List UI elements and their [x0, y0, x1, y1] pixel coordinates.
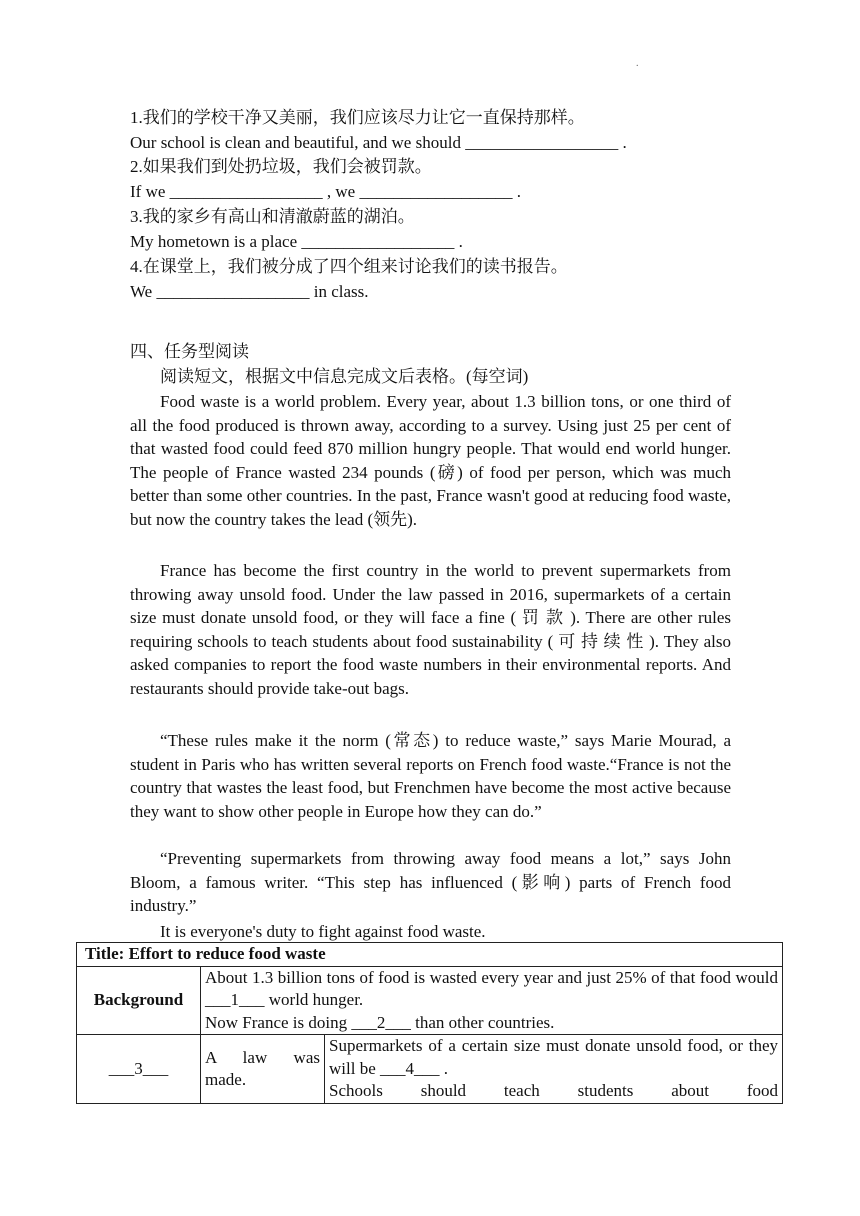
- exercise-2-english: If we __________________ , we __________________ .: [130, 182, 521, 201]
- law-detail-supermarkets: Supermarkets of a certain size must donate unsold food, or they will be ___4___ .: [329, 1036, 778, 1078]
- law-made-cell: A law was made.: [201, 1035, 325, 1104]
- passage-paragraph-5: It is everyone's duty to fight against food waste.: [160, 922, 486, 941]
- exercise-4-english: We __________________ in class.: [130, 282, 369, 301]
- blank-3-label: ___3___: [77, 1035, 201, 1104]
- exercise-1-chinese: 1.我们的学校干净又美丽，我们应该尽力让它一直保持那样。: [130, 108, 585, 127]
- exercise-2-chinese: 2.如果我们到处扔垃圾，我们会被罚款。: [130, 157, 432, 176]
- section-instruction: 阅读短文，根据文中信息完成文后表格。(每空词): [160, 367, 529, 386]
- table-title: Title: Effort to reduce food waste: [77, 943, 783, 967]
- table-background-row: [77, 966, 783, 1035]
- exercise-3-english: My hometown is a place __________________ .: [130, 232, 463, 251]
- page-dot: .: [636, 58, 639, 69]
- exercise-1-english: Our school is clean and beautiful, and we should __________________ .: [130, 133, 627, 152]
- summary-table: [76, 942, 783, 1104]
- passage-paragraph-4: “Preventing supermarkets from throwing away food means a lot,” says John Bloom, a famous writer. “This step has influenced (影响) parts of French food industry.”: [130, 849, 731, 916]
- exercise-3-chinese: 3.我的家乡有高山和清澈蔚蓝的湖泊。: [130, 207, 415, 226]
- table-row-3: [77, 1035, 783, 1104]
- background-line-2: Now France is doing ___2___ than other countries.: [205, 1012, 555, 1032]
- background-label: Background: [77, 966, 201, 1035]
- background-line-1: About 1.3 billion tons of food is wasted every year and just 25% of that food would ___1___ world hunger.: [205, 967, 778, 1009]
- exercise-4-chinese: 4.在课堂上，我们被分成了四个组来讨论我们的读书报告。: [130, 257, 568, 276]
- law-detail-schools: Schools should teach students about food: [329, 1081, 778, 1100]
- passage-paragraph-1: Food waste is a world problem. Every year, about 1.3 billion tons, or one third of all the food produced is thrown away, according to a survey. Using just 25 per cent of that wasted food could feed 870 million hungry people. That would end world hunger. The people of France wasted 234 pounds (磅) of food per person, which was much better than some other countries. In the past, France wasn't good at reducing food waste, but now the country takes the lead (领先).: [130, 392, 731, 529]
- section-title: 四、任务型阅读: [130, 342, 249, 361]
- background-content: [201, 966, 783, 1035]
- law-details-cell: [325, 1035, 783, 1104]
- passage-paragraph-2: France has become the first country in the world to prevent supermarkets from throwing away unsold food. Under the law passed in 2016, supermarkets of a certain size must donate unsold food, or they will face a fine ( 罚 款 ). There are other rules requiring schools to teach students about food sustainability ( 可 持 续 性 ). They also asked companies to report the food waste numbers in their environmental reports. And restaurants should provide take-out bags.: [130, 561, 731, 698]
- passage-paragraph-3: “These rules make it the norm (常态) to reduce waste,” says Marie Mourad, a student in Paris who has written several reports on French food waste.“France is not the country that wastes the least food, but Frenchmen have become the most active because they want to show other people in Europe how they can do.”: [130, 731, 731, 821]
- table-title-row: [77, 943, 783, 967]
- law-details-clip: [329, 1035, 778, 1103]
